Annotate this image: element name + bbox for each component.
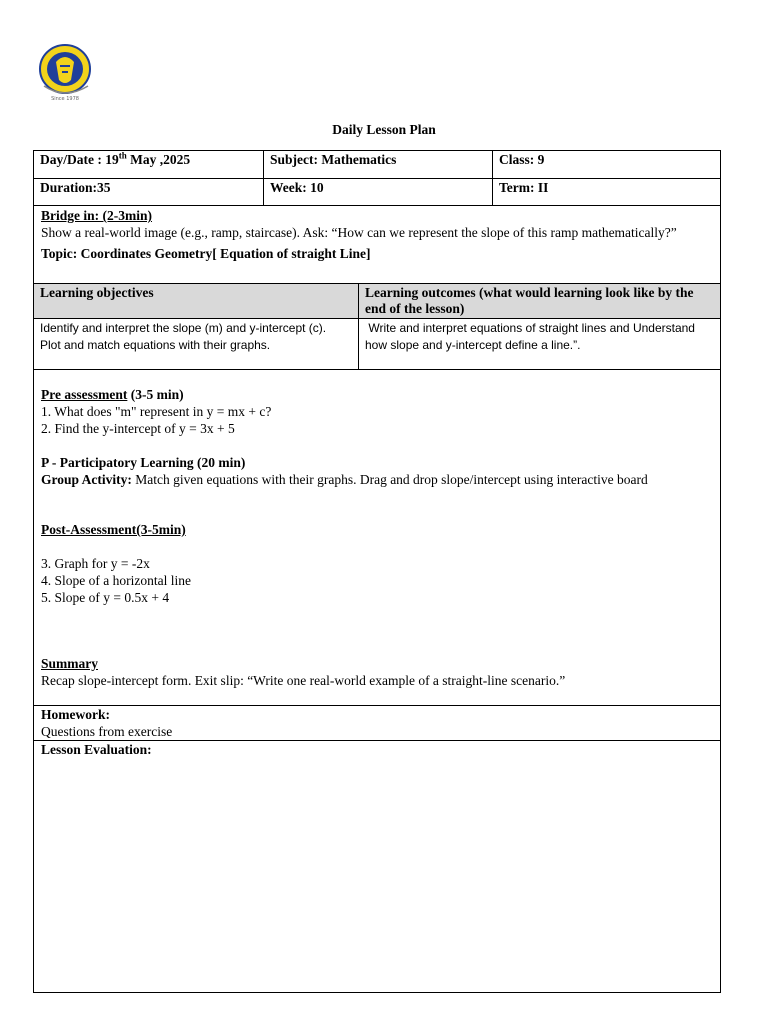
summary-block	[41, 655, 713, 689]
post-assessment-item: 5. Slope of y = 0.5x + 4	[41, 590, 170, 605]
bridge-section	[34, 206, 720, 284]
lesson-body	[34, 370, 720, 706]
objectives-header-row	[34, 284, 720, 319]
homework-section	[34, 706, 720, 741]
subject-cell: Subject: Mathematics	[263, 151, 492, 178]
school-crest-icon	[38, 42, 100, 104]
pre-assessment-item: 1. What does "m" represent in y = mx + c?	[41, 404, 272, 419]
objective-line-2: Plot and match equations with their graphs.	[40, 338, 271, 352]
term-cell: Term: II	[492, 179, 720, 205]
summary-text: Recap slope-intercept form. Exit slip: “Write one real-world example of a straight-line scenario.”	[41, 673, 566, 688]
objectives-cell	[34, 319, 358, 369]
group-activity-text: Match given equations with their graphs. Drag and drop slope/intercept using interactive board	[131, 472, 648, 487]
pre-assessment-time: (3-5 min)	[127, 387, 184, 402]
post-assessment-block	[41, 521, 713, 606]
post-assessment-heading: Post-Assessment(3-5min)	[41, 522, 186, 537]
outcomes-header: Learning outcomes (what would learning look like by the end of the lesson)	[358, 284, 720, 318]
day-date-cell	[34, 151, 263, 178]
group-activity-label: Group Activity:	[41, 472, 132, 487]
homework-heading: Homework:	[41, 707, 110, 722]
school-crest-logo	[38, 42, 100, 104]
day-date-sup: th	[118, 150, 127, 161]
info-row-1	[34, 151, 720, 179]
info-row-2	[34, 179, 720, 206]
class-cell: Class: 9	[492, 151, 720, 178]
pre-assessment-block	[41, 386, 713, 437]
topic-line: Topic: Coordinates Geometry[ Equation of straight Line]	[41, 246, 371, 261]
duration-cell: Duration:35	[40, 180, 111, 195]
logo-caption: Since 1978	[51, 96, 79, 102]
summary-heading: Summary	[41, 656, 98, 671]
evaluation-heading: Lesson Evaluation:	[41, 742, 152, 757]
day-date-prefix: Day/Date : 19	[40, 152, 119, 167]
pre-assessment-item: 2. Find the y-intercept of y = 3x + 5	[41, 421, 235, 436]
lesson-plan-table	[33, 150, 721, 993]
week-cell: Week: 10	[263, 179, 492, 205]
document-title: Daily Lesson Plan	[332, 122, 436, 137]
day-date-suffix: May ,2025	[126, 152, 191, 167]
pre-assessment-heading: Pre assessment	[41, 387, 128, 402]
participatory-heading: P - Participatory Learning (20 min)	[41, 455, 246, 470]
outcomes-cell: Write and interpret equations of straight lines and Understand how slope and y-intercept define a line.”.	[358, 319, 720, 369]
post-assessment-item: 4. Slope of a horizontal line	[41, 573, 191, 588]
post-assessment-item: 3. Graph for y = -2x	[41, 556, 150, 571]
objectives-header: Learning objectives	[40, 285, 154, 300]
participatory-block	[41, 454, 713, 488]
bridge-text: Show a real-world image (e.g., ramp, staircase). Ask: “How can we represent the slope of this ramp mathematically?”	[41, 225, 677, 240]
objective-line-1: Identify and interpret the slope (m) and y-intercept (c).	[40, 321, 327, 335]
bridge-heading: Bridge in: (2-3min)	[41, 208, 152, 223]
objectives-content-row	[34, 319, 720, 370]
evaluation-section	[34, 741, 720, 992]
homework-text: Questions from exercise	[41, 724, 173, 739]
